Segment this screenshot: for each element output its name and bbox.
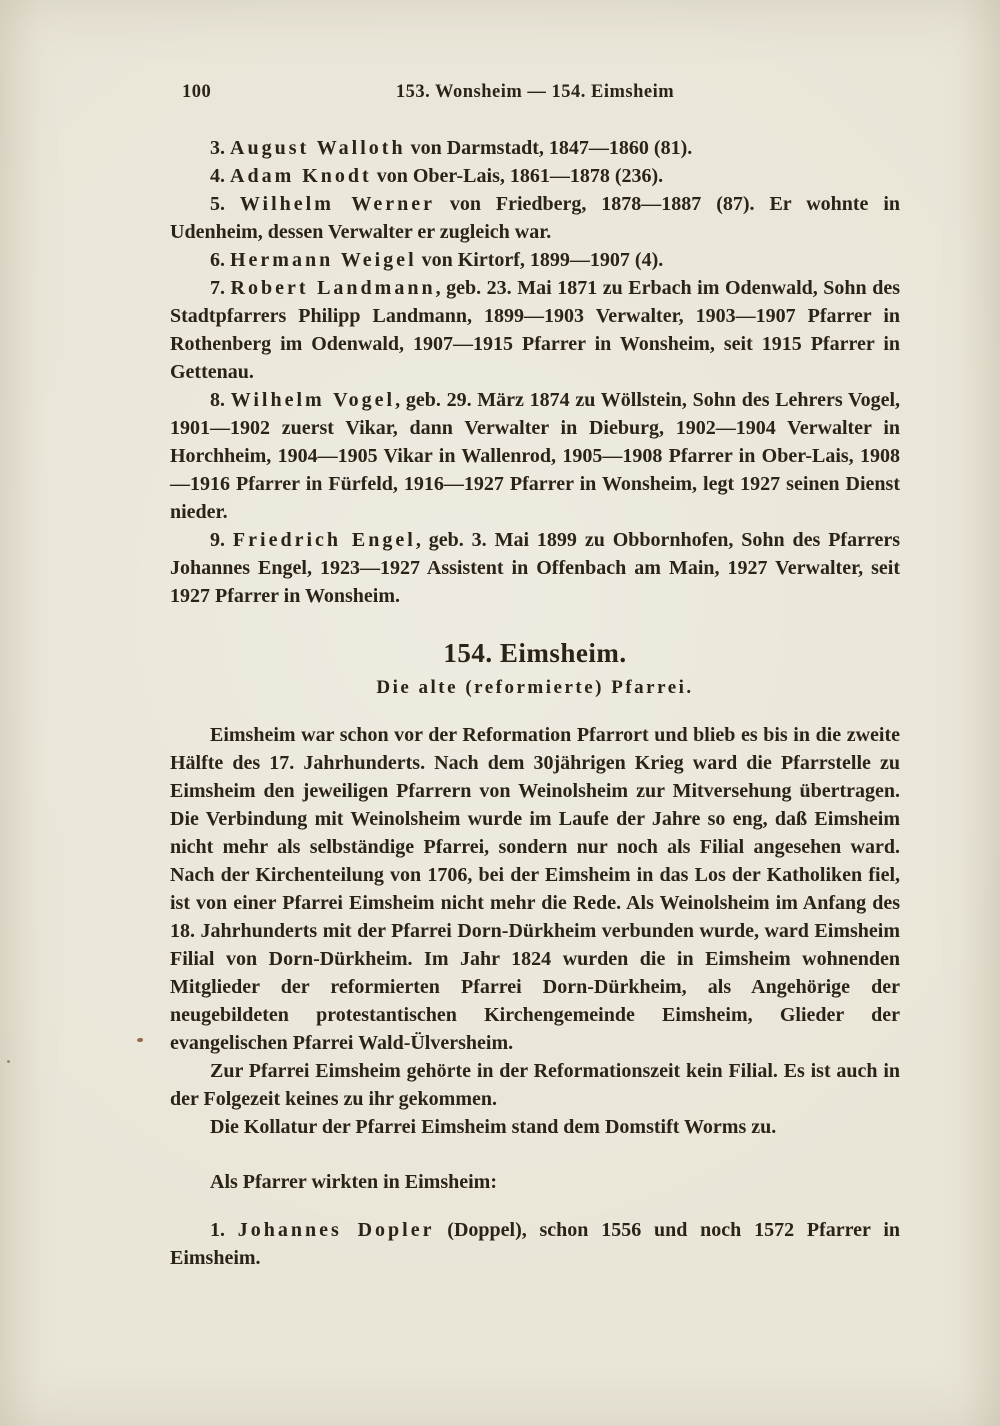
paragraph: Eimsheim war schon vor der Reformation Pfarrort und blieb es bis in die zweite Hälfte des 17. Jahrhunderts. Nach dem 30jährigen Krieg ward die Pfarrstelle zu Eimsheim den jeweiligen Pfarrern von Weinolsheim zur Mitversehung übertragen. Die Verbindung mit Weinolsheim wurde im Laufe der Jahre so eng, daß Eimsheim nicht mehr als selbständige Pfarrei, sondern nur noch als Filial angesehen ward. Nach der Kirchenteilung von 1706, bei der Eimsheim in das Los der Katholiken fiel, ist von einer Pfarrei Eimsheim nicht mehr die Rede. Als Weinolsheim im Anfang des 18. Jahrhunderts mit der Pfarrei Dorn-Dürkheim verbunden wurde, ward Eimsheim Filial von Dorn-Dürkheim. Im Jahr 1824 wurden die in Eimsheim wohnenden Mitglieder der reformierten Pfarrei Dorn-Dürkheim, als Angehörige der neugebildeten protestantischen Kirchengemeinde Eimsheim, Glieder der evangelischen Pfarrei Wald-Ülversheim. — [170, 724, 900, 1054]
pastor-item-number: 9. — [210, 529, 233, 551]
running-header — [170, 81, 900, 103]
pastor-item-number: 6. — [210, 249, 230, 271]
pastor-name: Hermann Weigel — [230, 249, 417, 271]
pastor-name: Adam Knodt — [230, 165, 372, 187]
pastor-list-item — [170, 386, 900, 526]
pastor-name: August Walloth — [230, 137, 406, 159]
ink-speck-small — [7, 1060, 10, 1063]
pastor-list-item — [170, 162, 900, 190]
pastor-item-text: von Friedberg, 1878—1887 (87). Er wohnte in Udenheim, dessen Verwalter er zugleich war. — [170, 193, 901, 243]
pastor-list-item — [170, 134, 900, 162]
pastor-name: Wilhelm Vogel — [230, 389, 396, 411]
page-number: 100 — [182, 82, 212, 102]
pastor-item-text: , geb. 23. Mai 1871 zu Erbach im Odenwald, Sohn des Stadtpfarrers Philipp Landmann, 1899—1903 Verwalter, 1903—1907 Pfarrer in Rothenberg im Odenwald, 1907—1915 Pfarrer in Wonsheim, seit 1915 Pfarrer in Gettenau. — [170, 277, 900, 383]
pastor-item-text: (Doppel), schon 1556 und noch 1572 Pfarrer in Eimsheim. — [170, 1219, 901, 1269]
page-content — [170, 0, 900, 1272]
pastor-item-text: von Ober-Lais, 1861—1878 (236). — [371, 165, 664, 187]
pastor-list-item — [170, 526, 900, 610]
pastor-item-number: 3. — [210, 137, 230, 159]
section-body — [170, 721, 900, 1141]
pastor-item-text: , geb. 3. Mai 1899 zu Obbornhofen, Sohn des Pfarrers Johannes Engel, 1923—1927 Assistent in Offenbach am Main, 1927 Verwalter, seit 1927 Pfarrer in Wonsheim. — [170, 529, 901, 607]
running-title: 153. Wonsheim — 154. Eimsheim — [395, 82, 675, 102]
pastor-item-text: , geb. 29. März 1874 zu Wöllstein, Sohn des Lehrers Vogel, 1901—1902 zuerst Vikar, dann Verwalter in Dieburg, 1902—1904 Verwalter in Horchheim, 1904—1905 Vikar in Wallenrod, 1905—1908 Pfarrer in Ober-Lais, 1908—1916 Pfarrer in Fürfeld, 1916—1927 Pfarrer in Wonsheim, legt 1927 seinen Dienst nieder. — [170, 389, 901, 523]
section-heading: 154. Eimsheim. — [443, 638, 627, 668]
pastor-name: Friedrich Engel — [232, 529, 416, 551]
pastor-item-number: 1. — [210, 1219, 238, 1241]
pastor-item-number: 4. — [210, 165, 230, 187]
pastor-item-number: 8. — [210, 389, 231, 411]
wonsheim-pastor-list — [170, 134, 900, 610]
pastor-list-item — [170, 274, 900, 386]
paragraph: Zur Pfarrei Eimsheim gehörte in der Reformationszeit kein Filial. Es ist auch in der Folgezeit keines zu ihr gekommen. — [170, 1060, 900, 1110]
pastor-item-text: von Kirtorf, 1899—1907 (4). — [416, 249, 664, 271]
section-subheading: Die alte (reformierte) Pfarrei. — [376, 677, 694, 698]
pastor-list-item — [170, 190, 900, 246]
pastor-name: Robert Landmann — [230, 277, 436, 299]
pastor-list-item — [170, 246, 900, 274]
pastor-name: Johannes Dopler — [237, 1219, 435, 1241]
pastors-intro: Als Pfarrer wirkten in Eimsheim: — [210, 1171, 498, 1193]
pastor-item-number: 5. — [210, 193, 240, 215]
pastor-list-item — [170, 1216, 900, 1272]
eimsheim-pastor-list — [170, 1216, 900, 1272]
pastor-item-text: von Darmstadt, 1847—1860 (81). — [405, 137, 693, 159]
ink-speck — [137, 1038, 143, 1042]
paragraph: Die Kollatur der Pfarrei Eimsheim stand dem Domstift Worms zu. — [210, 1116, 777, 1138]
pastor-item-number: 7. — [210, 277, 231, 299]
pastor-name: Wilhelm Werner — [239, 193, 435, 215]
